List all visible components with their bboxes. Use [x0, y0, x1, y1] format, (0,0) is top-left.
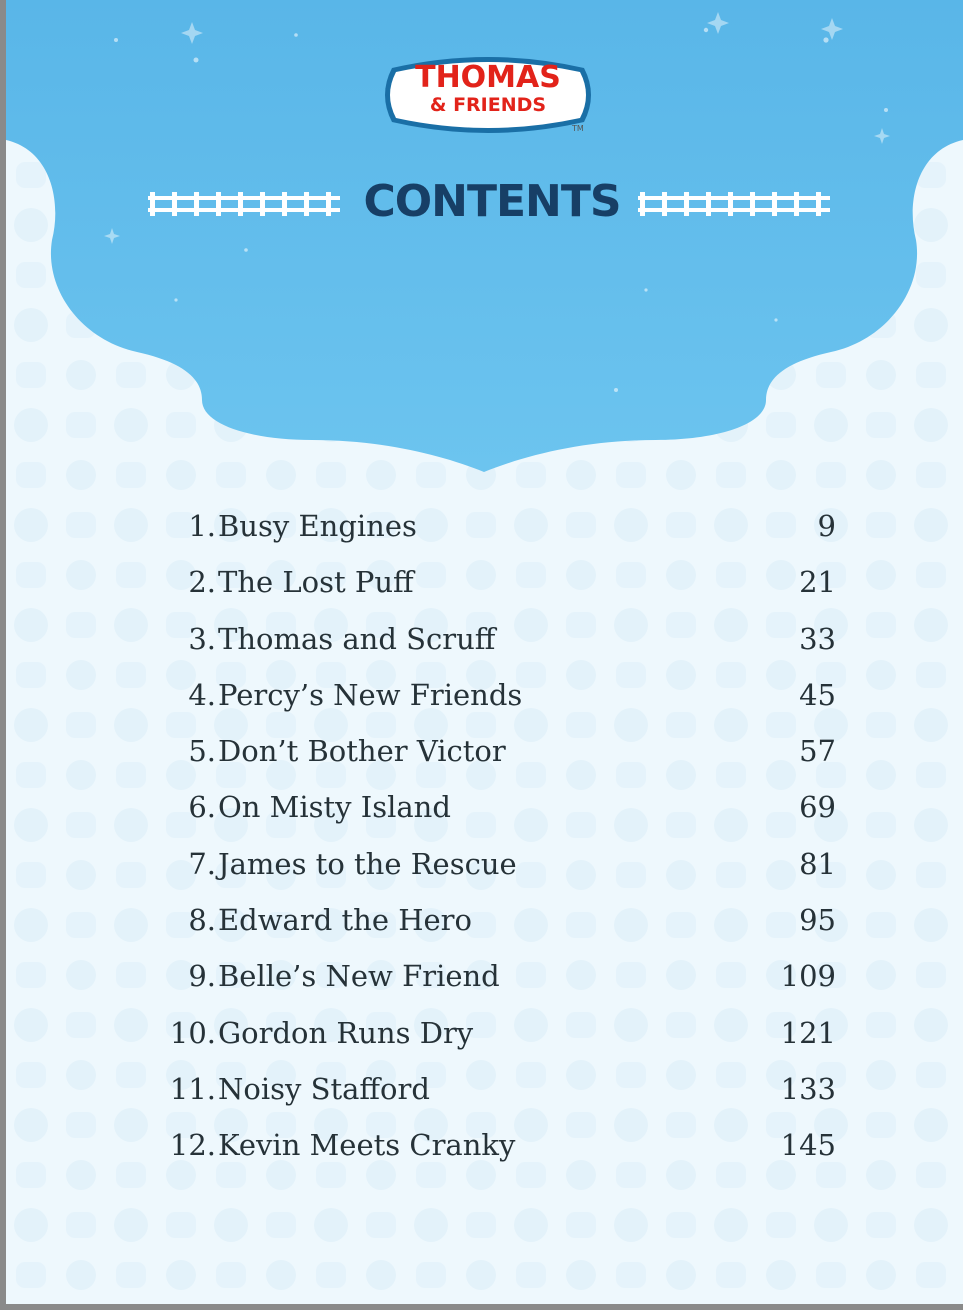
toc-entry[interactable] — [156, 836, 836, 892]
toc-page-number: 57 — [799, 734, 836, 769]
toc-page-number: 145 — [780, 1128, 836, 1163]
toc-entry[interactable] — [156, 611, 836, 667]
toc-number: 12. — [169, 1128, 216, 1163]
toc-page-number: 133 — [780, 1071, 836, 1106]
toc-entry[interactable] — [156, 723, 836, 779]
rail-track-right-icon — [634, 190, 834, 218]
toc-number: 1. — [188, 509, 216, 543]
toc-entry[interactable] — [156, 667, 836, 723]
logo-line-thomas: THOMAS — [415, 60, 561, 95]
toc-title: On Misty Island — [218, 790, 451, 825]
toc-entry[interactable] — [156, 1117, 836, 1173]
contents-page — [6, 0, 963, 1304]
toc-title: Gordon Runs Dry — [218, 1015, 474, 1050]
toc-number: 6. — [188, 790, 216, 825]
toc-title: Kevin Meets Cranky — [218, 1128, 516, 1163]
toc-entry[interactable] — [156, 892, 836, 948]
toc-page-number: 45 — [799, 677, 836, 712]
page-title: CONTENTS — [363, 176, 621, 227]
toc-number: 4. — [188, 677, 216, 712]
trademark-mark: TM — [572, 124, 584, 133]
toc-entry[interactable] — [156, 1005, 836, 1061]
toc-title: Percy’s New Friends — [218, 677, 523, 712]
toc-title: Don’t Bother Victor — [218, 734, 506, 769]
toc-entry[interactable] — [156, 948, 836, 1004]
toc-number: 10. — [169, 1015, 216, 1050]
toc-number: 9. — [188, 959, 216, 994]
toc-entry[interactable] — [156, 498, 836, 554]
toc-number: 11. — [169, 1071, 216, 1106]
toc-title: James to the Rescue — [218, 846, 517, 881]
logo-line-friends: & FRIENDS — [429, 94, 547, 116]
toc-title: The Lost Puff — [218, 565, 414, 600]
toc-entry[interactable] — [156, 1061, 836, 1117]
toc-entry[interactable] — [156, 554, 836, 610]
toc-page-number: 33 — [799, 621, 836, 656]
toc-page-number: 95 — [799, 903, 836, 938]
toc-title: Edward the Hero — [218, 903, 472, 938]
toc-title: Noisy Stafford — [218, 1071, 430, 1106]
toc-page-number: 9 — [817, 509, 836, 543]
logo-wordmark — [378, 48, 598, 142]
toc-page-number: 121 — [780, 1015, 836, 1050]
toc-page-number: 21 — [799, 565, 836, 600]
toc-page-number: 81 — [799, 846, 836, 881]
table-of-contents — [156, 498, 836, 1174]
toc-title: Busy Engines — [218, 509, 417, 543]
toc-number: 7. — [188, 846, 216, 881]
toc-number: 2. — [188, 565, 216, 600]
contents-title-row — [144, 170, 840, 234]
toc-page-number: 69 — [799, 790, 836, 825]
toc-page-number: 109 — [780, 959, 836, 994]
toc-number: 5. — [188, 734, 216, 769]
toc-number: 3. — [188, 621, 216, 656]
toc-title: Belle’s New Friend — [218, 959, 500, 994]
toc-entry[interactable] — [156, 779, 836, 835]
toc-title: Thomas and Scruff — [218, 621, 496, 656]
toc-number: 8. — [188, 903, 216, 938]
